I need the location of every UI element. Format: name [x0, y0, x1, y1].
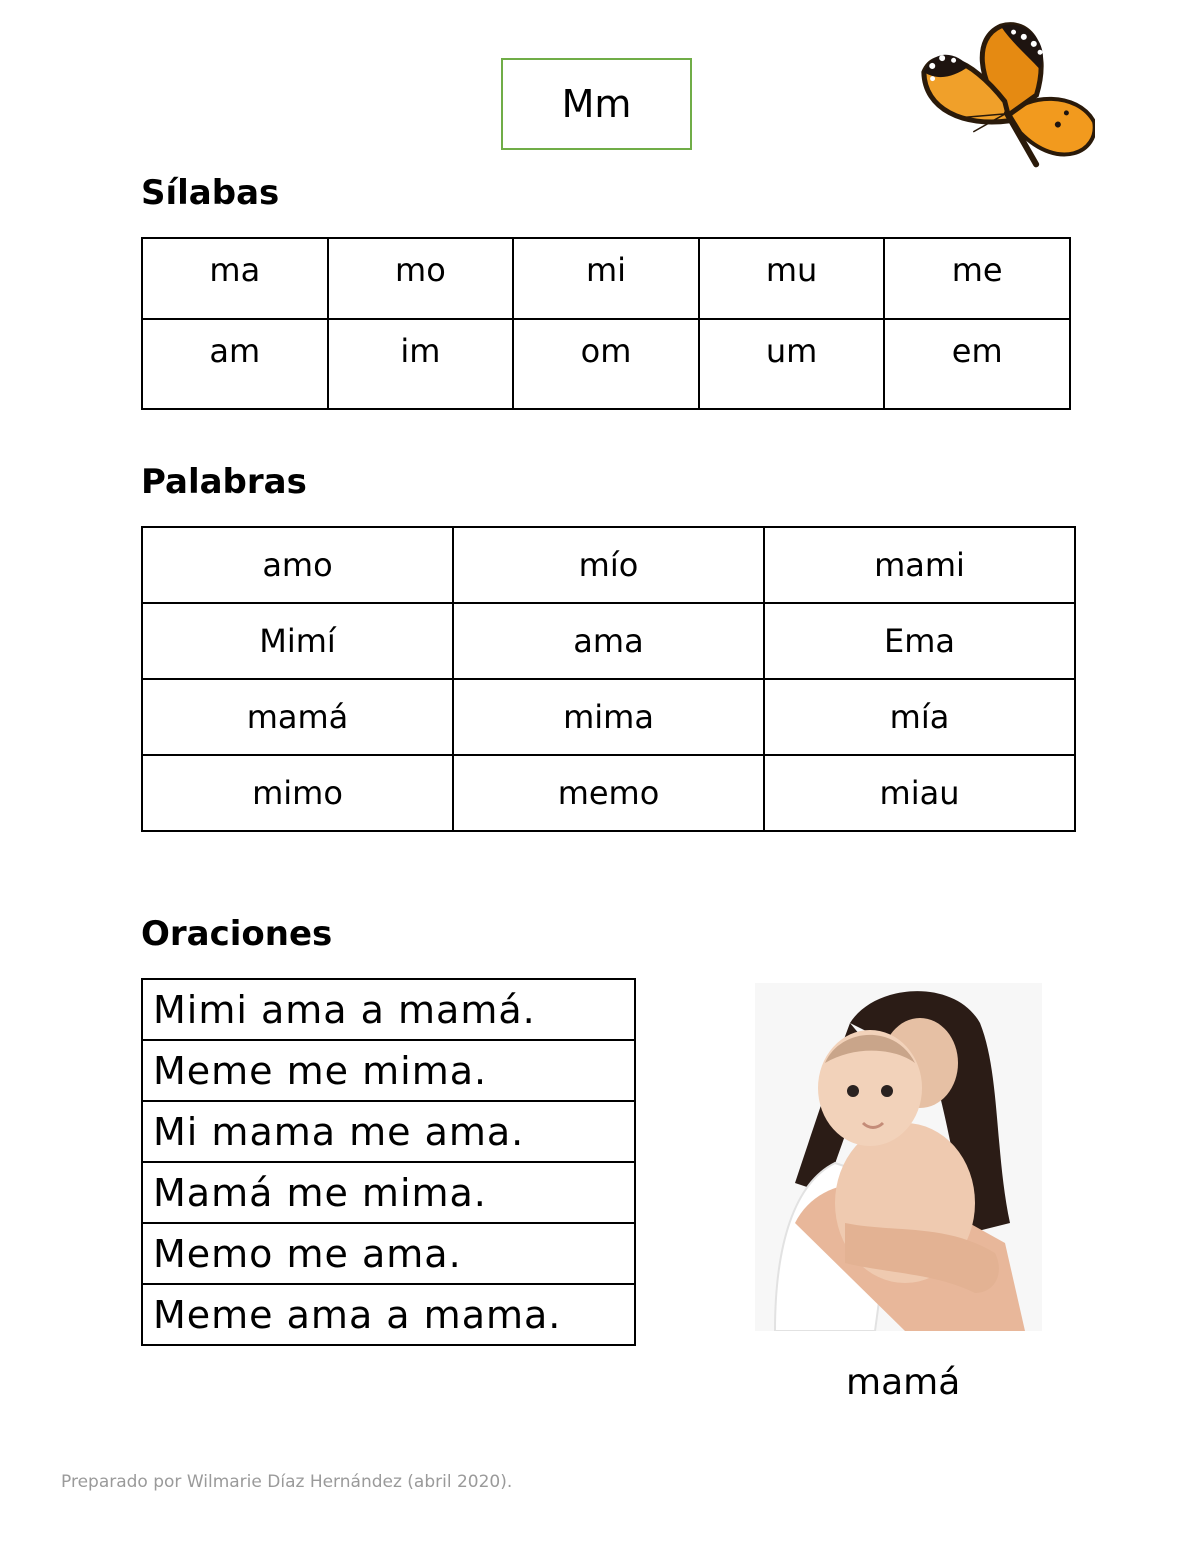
syllable-cell: im	[328, 319, 514, 409]
sentences-table	[141, 978, 636, 1346]
table-row	[142, 603, 1075, 679]
syllable-cell: mu	[699, 238, 885, 319]
footer-credit: Preparado por Wilmarie Díaz Hernández (abril 2020).	[61, 1472, 513, 1492]
syllables-table	[141, 237, 1071, 410]
word-cell: mamá	[142, 679, 453, 755]
words-table	[141, 526, 1076, 832]
table-row	[142, 1284, 635, 1345]
syllable-cell: um	[699, 319, 885, 409]
word-cell: miau	[764, 755, 1075, 831]
photo-caption: mamá	[846, 1362, 961, 1403]
butterfly-illustration	[920, 20, 1095, 195]
table-row	[142, 1040, 635, 1101]
table-row	[142, 1223, 635, 1284]
sentences-heading: Oraciones	[141, 914, 333, 954]
syllables-heading: Sílabas	[141, 173, 280, 213]
sentence-cell: Meme ama a mama.	[142, 1284, 635, 1345]
sentence-cell: Mimi ama a mamá.	[142, 979, 635, 1040]
sentence-cell: Memo me ama.	[142, 1223, 635, 1284]
table-row	[142, 1162, 635, 1223]
sentence-cell: Mi mama me ama.	[142, 1101, 635, 1162]
syllable-cell: em	[884, 319, 1070, 409]
word-cell: memo	[453, 755, 764, 831]
table-row	[142, 979, 635, 1040]
word-cell: Ema	[764, 603, 1075, 679]
syllable-cell: ma	[142, 238, 328, 319]
table-row	[142, 319, 1070, 409]
word-cell: mami	[764, 527, 1075, 603]
mother-baby-photo	[755, 983, 1042, 1331]
word-cell: mima	[453, 679, 764, 755]
word-cell: mío	[453, 527, 764, 603]
syllable-cell: me	[884, 238, 1070, 319]
words-heading: Palabras	[141, 462, 307, 502]
word-cell: mimo	[142, 755, 453, 831]
word-cell: ama	[453, 603, 764, 679]
page-title: Mm	[501, 58, 692, 150]
syllable-cell: mo	[328, 238, 514, 319]
syllable-cell: am	[142, 319, 328, 409]
table-row	[142, 755, 1075, 831]
sentence-cell: Mamá me mima.	[142, 1162, 635, 1223]
table-row	[142, 527, 1075, 603]
word-cell: amo	[142, 527, 453, 603]
sentence-cell: Meme me mima.	[142, 1040, 635, 1101]
word-cell: Mimí	[142, 603, 453, 679]
table-row	[142, 238, 1070, 319]
word-cell: mía	[764, 679, 1075, 755]
syllable-cell: mi	[513, 238, 699, 319]
syllable-cell: om	[513, 319, 699, 409]
table-row	[142, 679, 1075, 755]
table-row	[142, 1101, 635, 1162]
